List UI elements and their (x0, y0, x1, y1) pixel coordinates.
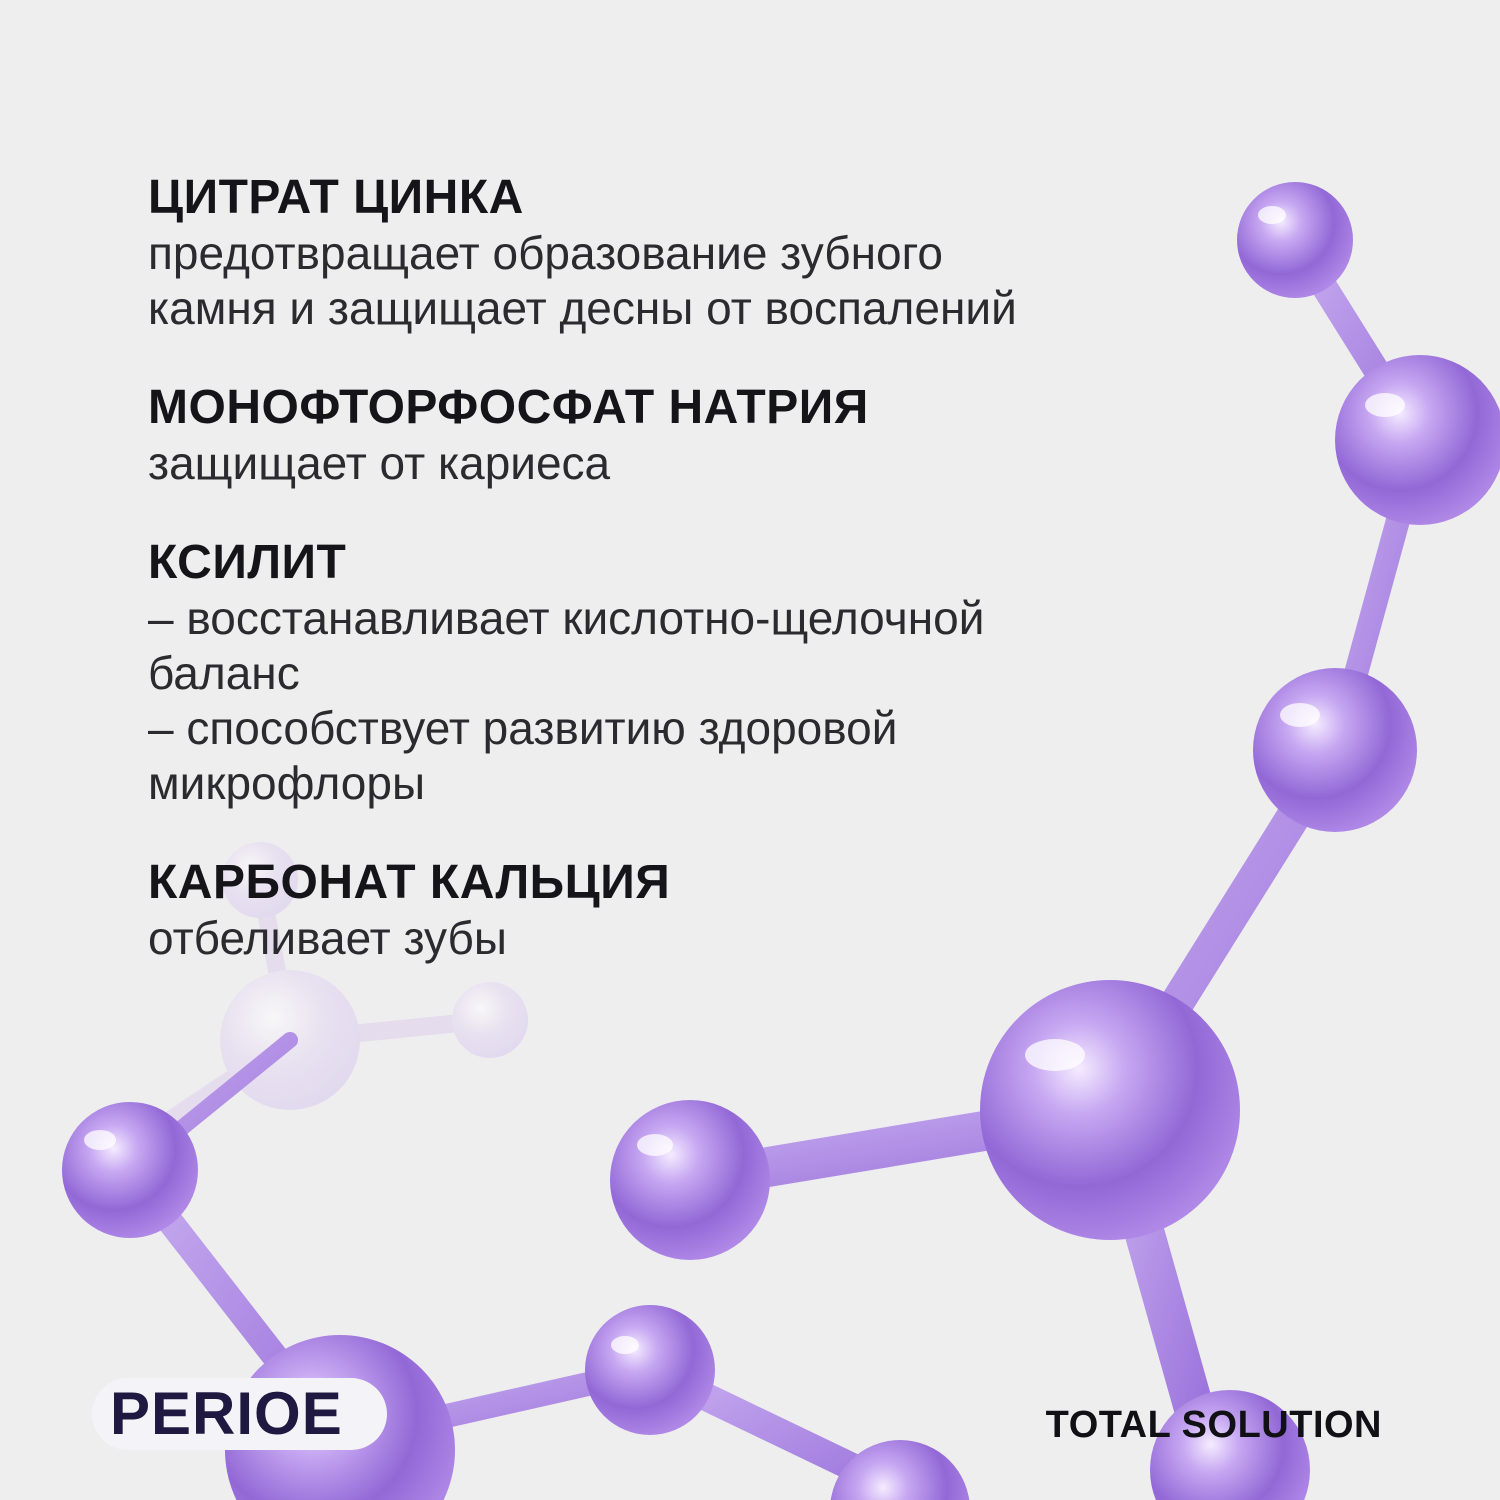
ingredient-description: защищает от кариеса (148, 437, 611, 489)
ingredient-description: отбеливает зубы (148, 912, 507, 964)
ingredient-sodium-monofluorophosphate (148, 380, 1248, 491)
description-line: микрофлоры (148, 757, 426, 809)
ingredient-title: КСИЛИТ (148, 536, 347, 589)
description-line: – восстанавливает кислотно-щелочной (148, 592, 985, 644)
atom (1335, 355, 1500, 525)
atom (585, 1305, 715, 1435)
description-line: баланс (148, 647, 300, 699)
tagline: TOTAL SOLUTION (1045, 1404, 1382, 1446)
ingredients-list (148, 170, 1248, 1010)
ingredient-description (148, 591, 1248, 811)
ingredient-calcium-carbonate (148, 855, 1248, 966)
atom (980, 980, 1240, 1240)
ingredient-xylitol (148, 535, 1248, 811)
atom (1237, 182, 1353, 298)
ingredient-description: предотвращает образование зубного камня и защищает десны от воспалений (148, 227, 1017, 334)
ingredient-title: КАРБОНАТ КАЛЬЦИЯ (148, 856, 671, 909)
atom (62, 1102, 198, 1238)
ingredient-zinc-citrate (148, 170, 1248, 336)
atom (830, 1440, 970, 1500)
ingredient-title: ЦИТРАТ ЦИНКА (148, 171, 524, 224)
atom (1253, 668, 1417, 832)
description-line: – способствует развитию здоровой (148, 702, 898, 754)
brand-logo: PERIOE (110, 1380, 343, 1447)
atom (610, 1100, 770, 1260)
ingredient-title: МОНОФТОРФОСФАТ НАТРИЯ (148, 381, 869, 434)
